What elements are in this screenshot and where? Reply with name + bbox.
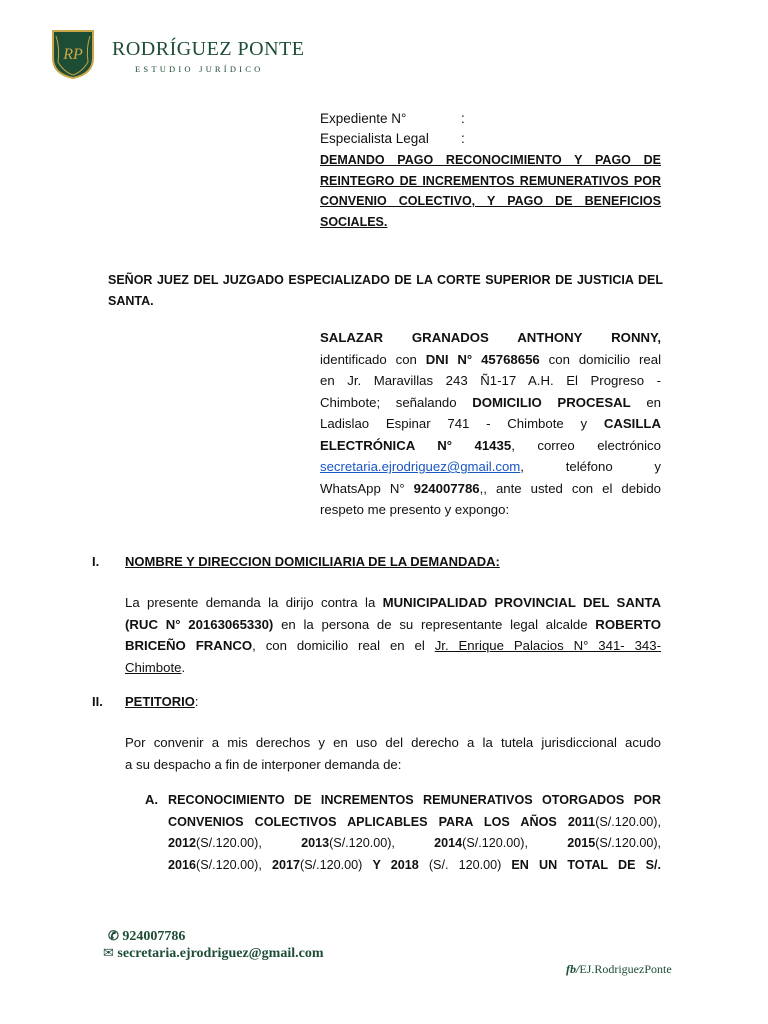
party-line: WhatsApp N° 924007786,, ante usted con el debido [320,480,661,496]
body-line: Por convenir a mis derechos y en uso del derecho a la tutela jurisdiccional acudo [125,735,661,750]
footer-email [103,945,324,962]
body-line: (RUC N° 20163065330) en la persona de su representante legal alcalde ROBERTO [125,616,661,632]
party-line: Ladislao Espinar 741 - Chimbote y CASILLA [320,416,661,431]
item-line: 2016(S/.120.00), 2017(S/.120.00) Y 2018 (S/. 120.00) EN UN TOTAL DE S/. [168,857,662,872]
item-line: RECONOCIMIENTO DE INCREMENTOS REMUNERATIVOS OTORGADOS POR [168,793,661,807]
footer-facebook [566,962,672,977]
dni: DNI N° 45768656 [425,351,540,367]
expediente-label: Expediente N° [320,111,407,126]
item-a-body [168,790,661,876]
section-2-number: II. [92,694,103,709]
body-line: a su despacho a fin de interponer demanda de: [125,756,402,772]
email-link[interactable]: secretaria.ejrodriguez@gmail.com [320,459,521,474]
especialista-label: Especialista Legal [320,131,429,146]
logo-monogram: RP [63,46,83,63]
document-heading: DEMANDO PAGO RECONOCIMIENTO Y PAGO DE REINTEGRO DE INCREMENTOS REMUNERATIVOS POR CONVENIO COLECTIVO, Y PAGO DE BENEFICIOS SOCIALES. [320,153,661,229]
judge-address: SEÑOR JUEZ DEL JUZGADO ESPECIALIZADO DE LA CORTE SUPERIOR DE JUSTICIA DEL SANTA. [108,273,663,308]
section-2-body [125,732,661,775]
whatsapp-number: 924007786 [413,480,480,496]
footer-phone [108,928,185,945]
especialista-colon: : [461,131,465,146]
section-1-body [125,592,661,678]
mail-icon: ✉ [103,945,114,960]
item-line: CONVENIOS COLECTIVOS APLICABLES PARA LOS AÑOS 2011(S/.120.00), [168,814,661,829]
body-line: Chimbote. [125,659,186,675]
body-line: BRICEÑO FRANCO, con domicilio real en el Jr. Enrique Palacios N° 341- 343- [125,638,661,653]
party-line: Chimbote; señalando DOMICILIO PROCESAL en [320,394,662,410]
brand-name: RODRÍGUEZ PONTE [112,38,305,60]
item-a-letter: A. [145,792,158,807]
party-block [320,327,661,521]
footer-phone-number: 924007786 [122,929,186,944]
body-line: La presente demanda la dirijo contra la MUNICIPALIDAD PROVINCIAL DEL SANTA [125,595,661,610]
section-1-title: NOMBRE Y DIRECCION DOMICILIARIA DE LA DEMANDADA: [125,554,500,569]
facebook-handle: EJ.RodriguezPonte [579,962,672,976]
section-1-number: I. [92,554,100,569]
party-line: ELECTRÓNICA N° 41435, correo electrónico [320,437,661,453]
party-line: secretaria.ejrodriguez@gmail.com, teléfono y [320,459,661,474]
party-name: SALAZAR GRANADOS ANTHONY RONNY, [320,330,661,345]
expediente-colon: : [461,111,465,126]
section-2-title: PETITORIO: [125,694,199,709]
facebook-icon: fb/ [566,962,580,976]
expediente-line [320,111,465,126]
brand-subtitle: ESTUDIO JURÍDICO [135,64,264,74]
party-line: en Jr. Maravillas 243 Ñ1-17 A.H. El Progreso - [320,373,661,388]
logo-shield-icon [50,28,96,80]
party-line: identificado con DNI N° 45768656 con domicilio real [320,351,662,367]
especialista-line [320,131,465,146]
item-line: 2012(S/.120.00), 2013(S/.120.00), 2014(S/.120.00), 2015(S/.120.00), [168,836,662,850]
footer-email-address: secretaria.ejrodriguez@gmail.com [117,946,324,961]
party-line: respeto me presento y expongo: [320,502,510,517]
phone-icon: ✆ [108,928,119,943]
